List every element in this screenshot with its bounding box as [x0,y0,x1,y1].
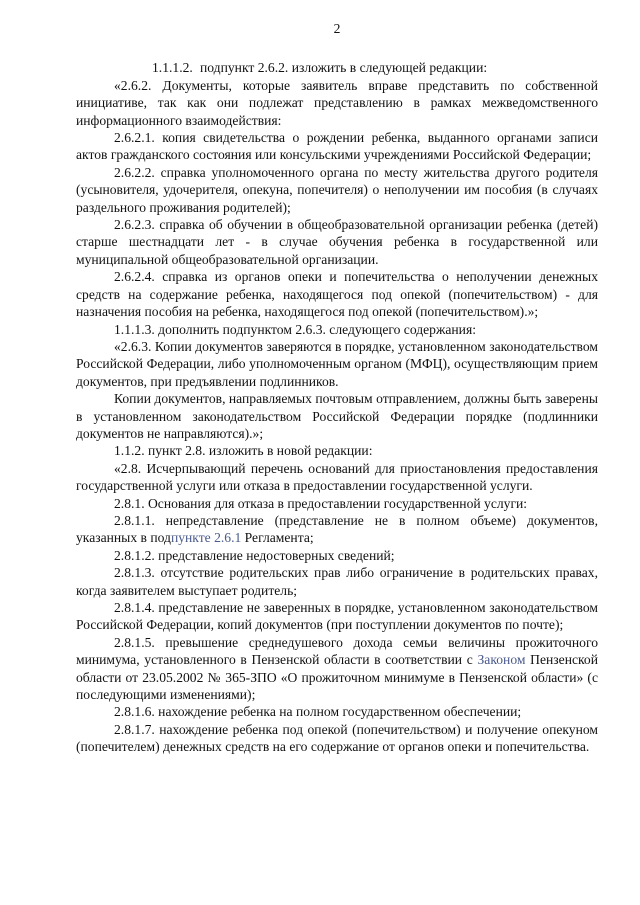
paragraph-2-8-1-2: 2.8.1.2. представление недостоверных сведений; [114,547,395,563]
paragraph-2-6-2: «2.6.2. Документы, которые заявитель вправе представить по собственной инициативе, так как они подлежат представлению в рамках межведомственного информационного взаимодействия: [76,77,598,128]
paragraph-text: Регламента; [241,530,314,546]
paragraph-2-8-1-4: 2.8.1.4. представление не заверенных в порядке, установленном законодательством Российской Федерации, копий документов (при поступлении документов по почте); [76,600,598,633]
paragraph-1-1-1-3: 1.1.1.3. дополнить подпунктом 2.6.3. следующего содержания: [114,321,476,337]
paragraph-2-6-2-3: 2.6.2.3. справка об обучении в общеобразовательной организации ребенка (детей) старше шестнадцати лет - в случае обучения ребенка в государственной или муниципальной общеобразовательной организации. [76,217,598,267]
paragraph-2-8-1-6: 2.8.1.6. нахождение ребенка на полном государственном обеспечении; [114,704,522,720]
paragraph-2-6-2-2: 2.6.2.2. справка уполномоченного органа по месту жительства другого родителя (усыновителя, удочерителя, опекуна, попечителя) о неполучении им пособия (в случаях раздельного проживания родителей); [76,164,598,215]
paragraph-2-8-1-5 [76,634,598,704]
paragraph-2-6-3: «2.6.3. Копии документов заверяются в порядке, установленном законодательством Российской Федерации, либо уполномоченным органом (МФЦ), осуществляющим прием документов, при предъявлении подлинников. [76,338,598,389]
paragraph-2-6-2-4: 2.6.2.4. справка из органов опеки и попечительства о неполучении денежных средств на содержание ребенка, находящегося под опекой (попечительством) - для назначения пособия на ребенка, находящегося под опекой (попечительством).»; [76,269,598,320]
paragraph-text: 2.8.1.5. превышение среднедушевого дохода семьи величины прожиточного минимума, установленного в Пензенской области в соответствии с [76,634,598,668]
paragraph-text: Пензенской области от 23.05.2002 № 365-ЗПО «О прожиточном минимуме в Пензенской области» (с последующими изменениями); [76,652,598,703]
paragraph-2-8-1-1 [76,512,598,547]
page-number: 2 [333,21,341,36]
paragraph-text: 2.8.1.1. непредставление (представление не в полном объеме) документов, указанных в под [76,512,598,546]
paragraph-number: 1.1.1.2. [152,60,193,76]
paragraph-2-8-1: 2.8.1. Основания для отказа в предоставлении государственной услуги: [114,495,528,511]
regulation-link[interactable]: пункте 2.6.1 [170,530,242,546]
paragraph-1-1-2: 1.1.2. пункт 2.8. изложить в новой редакции: [114,443,373,459]
paragraph-1-1-1-2 [76,59,598,76]
paragraph-2-8: «2.8. Исчерпывающий перечень оснований для приостановления предоставления государственной услуги или отказа в предоставлении государственной услуги. [76,460,598,494]
paragraph-2-8-1-7: 2.8.1.7. нахождение ребенка под опекой (попечительством) и получение опекуном (попечителем) денежных средств на его содержание от органов опеки и попечительства. [76,721,598,755]
law-link[interactable]: Законом [477,652,526,668]
paragraph-2-8-1-3: 2.8.1.3. отсутствие родительских прав либо ограничение в родительских правах, когда заявителем выступает родитель; [76,565,598,598]
paragraph-text: подпункт 2.6.2. изложить в следующей редакции: [200,60,488,76]
paragraph-2-6-2-1: 2.6.2.1. копия свидетельства о рождении ребенка, выданного органами записи актов гражданского состояния или консульскими учреждениями Российской Федерации; [76,130,598,163]
paragraph-copies-by-mail: Копии документов, направляемых почтовым отправлением, должны быть заверены в установленном законодательством Российской Федерации порядке (подлинники документов не направляются).»; [76,391,598,441]
